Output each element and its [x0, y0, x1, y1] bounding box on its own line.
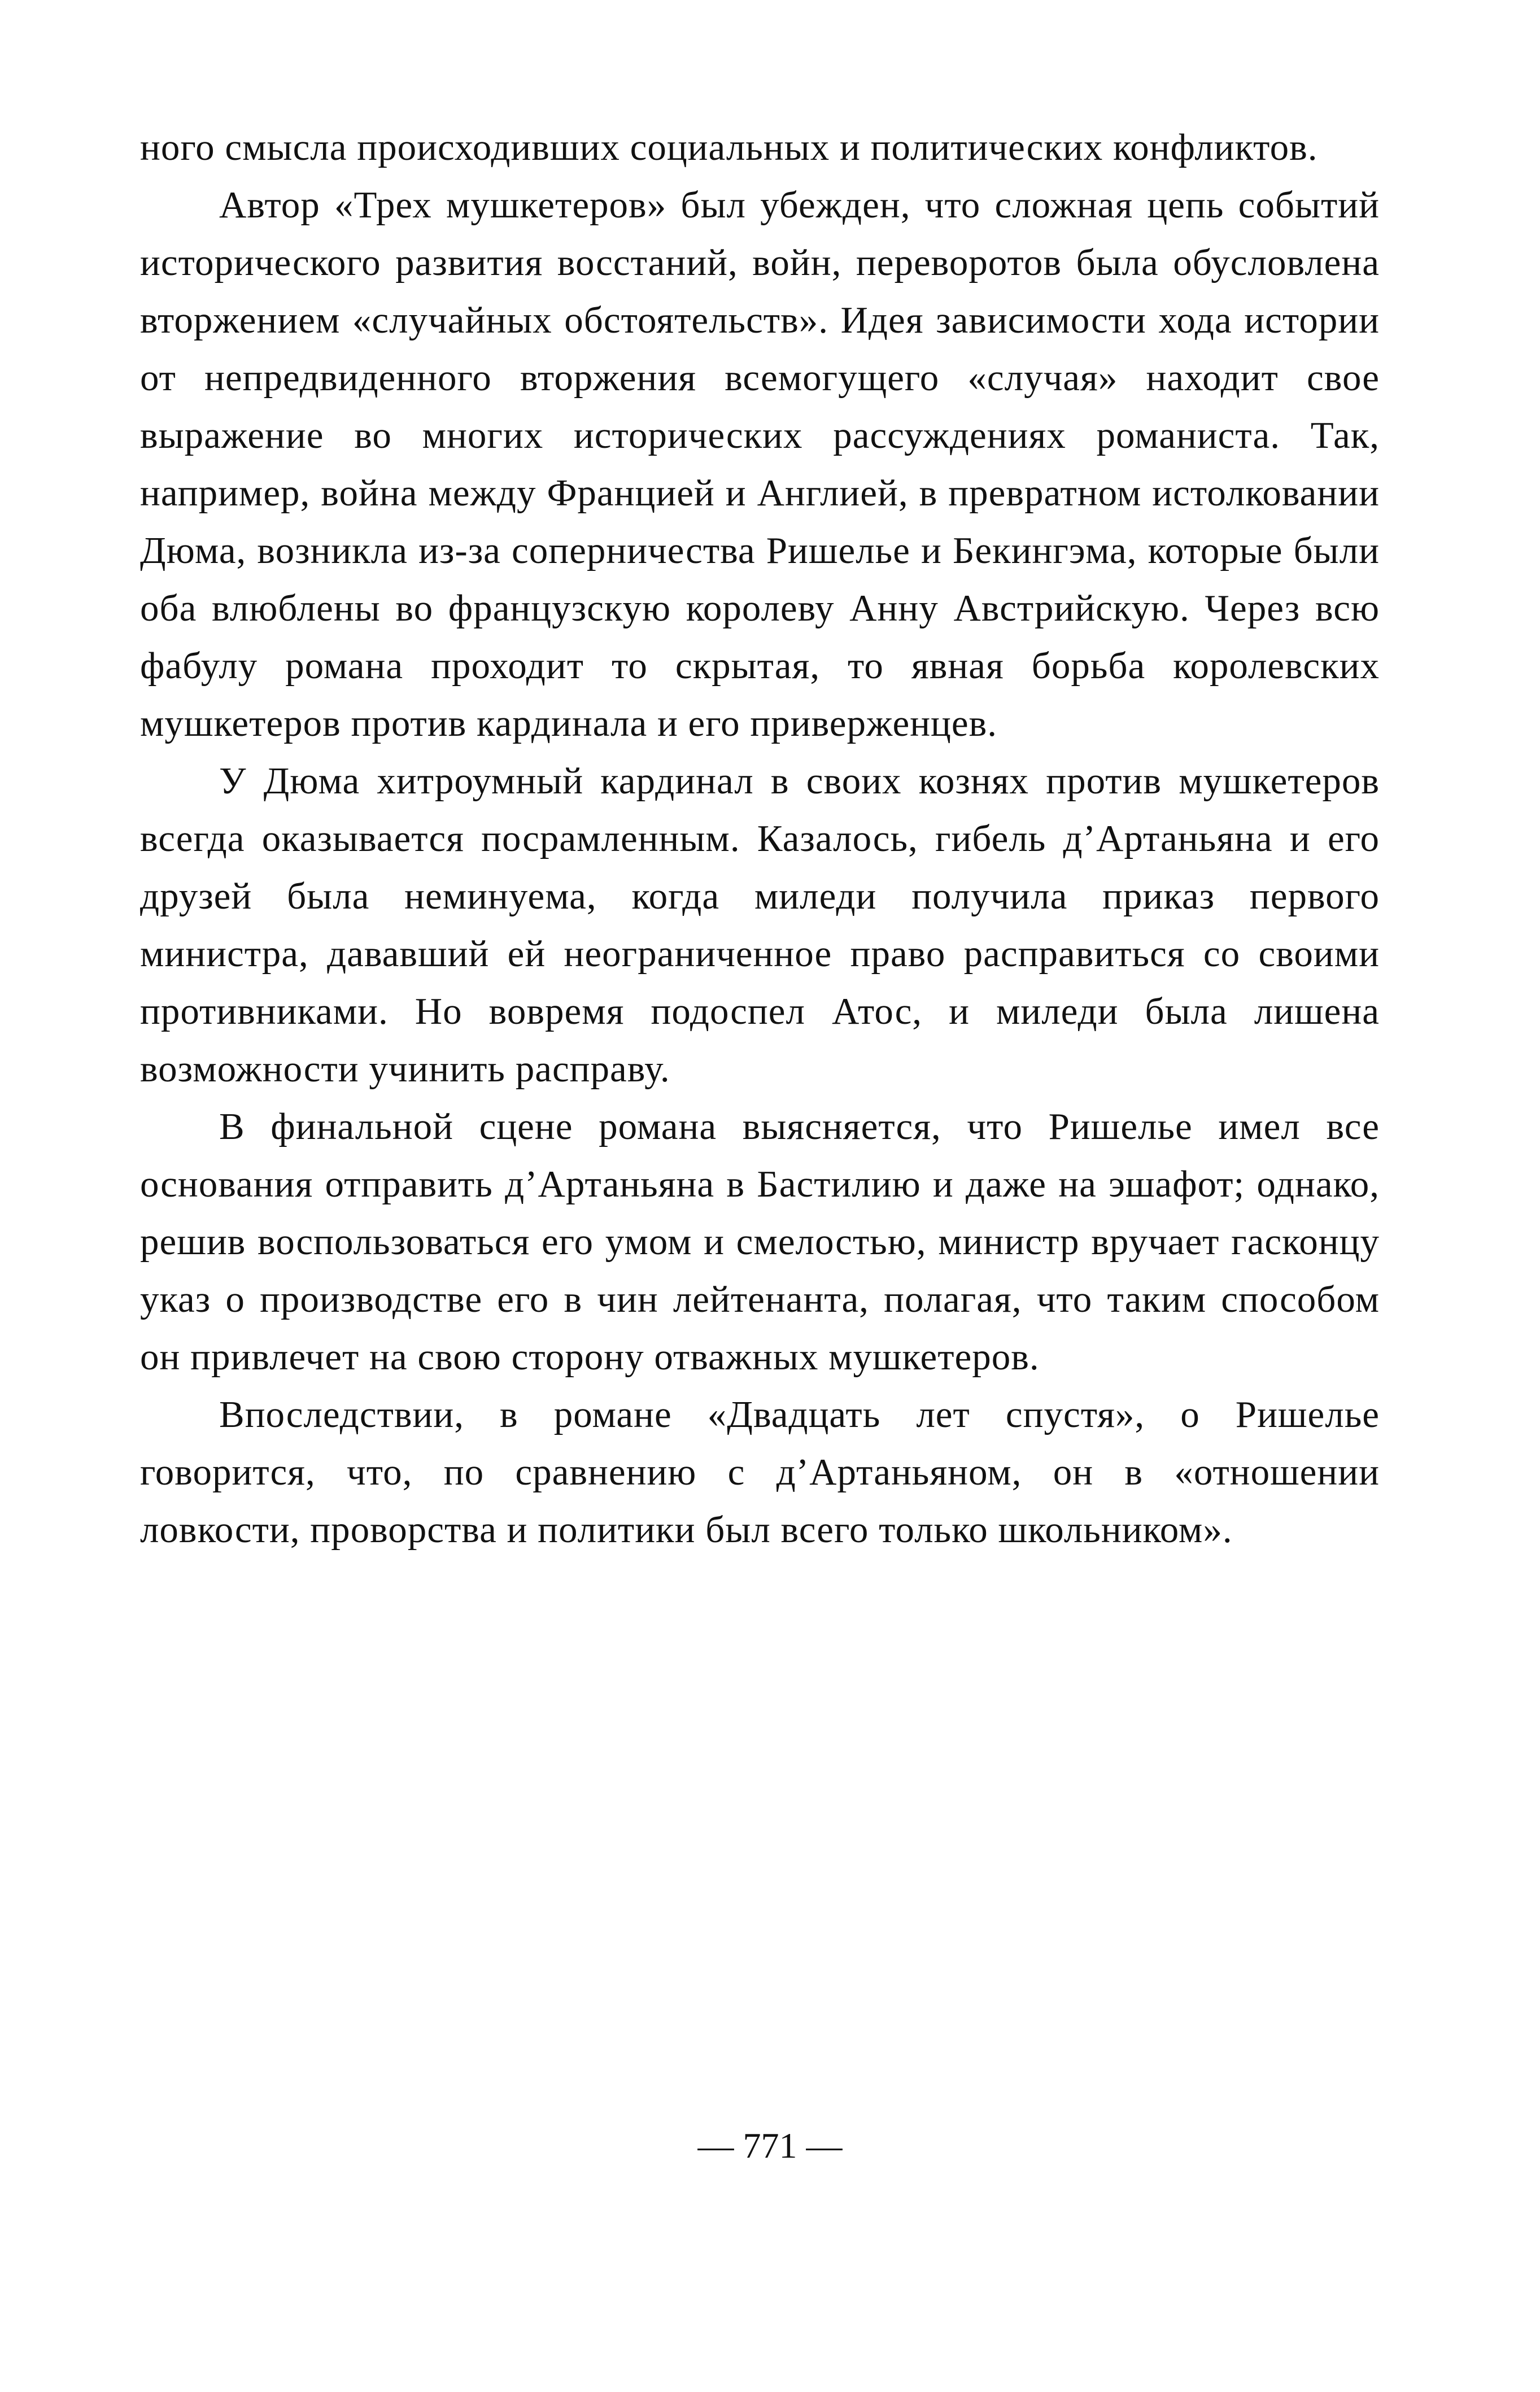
body-text — [140, 119, 1380, 1559]
paragraph-twenty-years-after: Впоследствии, в романе «Двадцать лет спустя», о Ришелье говорится, что, по сравнению с д’Артаньяном, он в «отношении ловкости, проворства и политики был всего только школьником». — [140, 1394, 1380, 1551]
paragraph-cardinal-shamed: У Дюма хитроумный кардинал в своих кознях против мушкетеров всегда оказывается посрамленным. Казалось, гибель д’Артаньяна и его друзей была неминуема, когда миледи получила приказ первого министра, дававший ей неограниченное право расправиться со своими противниками. Но вовремя подоспел Атос, и миледи была лишена возможности учинить расправу. — [140, 760, 1380, 1090]
paragraph-author-belief: Автор «Трех мушкетеров» был убежден, что сложная цепь событий исторического развития восстаний, войн, переворотов была обусловлена вторжением «случайных обстоятельств». Идея зависимости хода истории от непредвиденного вторжения всемогущего «случая» находит свое выражение во многих исторических рассуждениях романиста. Так, например, война между Францией и Англией, в превратном истолковании Дюма, возникла из-за соперничества Ришелье и Бекингэма, которые были оба влюблены во французскую королеву Анну Австрийскую. Через всю фабулу романа проходит то скрытая, то явная борьба королевских мушкетеров против кардинала и его приверженцев. — [140, 184, 1380, 744]
page-number: — 771 — — [697, 2125, 843, 2166]
paragraph-continuation: ного смысла происходивших социальных и политических конфликтов. — [140, 126, 1318, 168]
paragraph-final-scene: В финальной сцене романа выясняется, что Ришелье имел все основания отправить д’Артаньяна в Бастилию и даже на эшафот; однако, решив воспользоваться его умом и смелостью, министр вручает гасконцу указ о производстве его в чин лейтенанта, полагая, что таким способом он привлечет на свою сторону отважных мушкетеров. — [140, 1106, 1380, 1378]
